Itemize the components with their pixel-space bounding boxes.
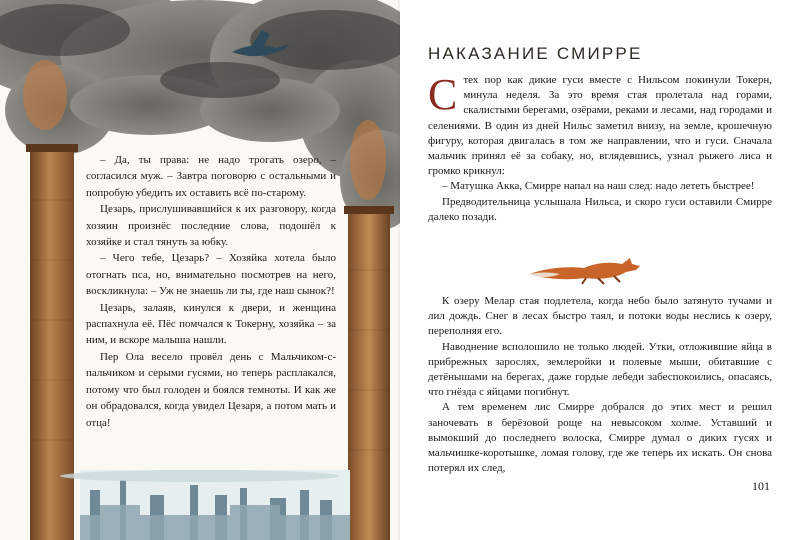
right-paragraph: Предводительница услышала Нильса, и скоро гуси оставили Смирре далеко позади. (428, 195, 772, 223)
left-page-text (86, 152, 336, 431)
left-paragraph: – Чего тебе, Цезарь? – Хозяйка хотела было отогнать пса, но, внимательно посмотрев на него, воскликнула: – Уж не знаешь ли ты, где наш сынок?! (86, 252, 336, 298)
chapter-title: НАКАЗАНИЕ СМИРРЕ (428, 44, 643, 63)
left-chimney (26, 144, 78, 540)
right-paragraph: К озеру Мелар стая подлетела, когда небо было затянуто тучами и лил дождь. Снег в лесах быстро таял, и потоки воды неслись к озеру, переполняя его. (428, 295, 772, 338)
left-paragraph: – Да, ты права: не надо трогать озеро, – согласился муж. – Завтра поговорю с остальными и попробую убедить их оставить всё по-старому. (86, 154, 336, 199)
left-paragraph: Цезарь, залаяв, кинулся к двери, и женщина распахнула её. Пёс помчался к Токерну, хозяйка – за ним, и вскоре малыша нашли. (86, 301, 336, 347)
left-paragraph: Цезарь, прислушивавшийся к их разговору, когда хозяин произнёс последние слова, подошёл к хозяйке и стал тянуть за юбку. (86, 203, 336, 249)
right-paragraph: А тем временем лис Смирре добрался до этих мест и решил заночевать в берёзовой роще на невысоком холме. Уставший и вымокший до последнего волоска, Смирре думал о диких гусях и мальчишке-коротышке, ломая голову, где же теперь их искать. Он снова потерял их след, (428, 401, 772, 475)
bottom-text-block (428, 294, 772, 476)
top-text-block (428, 70, 772, 225)
left-paragraph: Пер Ола весело провёл день с Мальчиком-с-пальчиком и серыми гусями, но теперь расплакался, потому что был голоден и боялся темноты. И как же он обрадовался, когда увидел Цезаря, а потом мать и отца! (86, 350, 336, 429)
page-number: 101 (752, 479, 770, 493)
right-paragraph: – Матушка Акка, Смирре напал на наш след: надо лететь быстрее! (442, 180, 755, 193)
drop-cap-letter: С (428, 70, 458, 119)
running-fox-icon (526, 250, 646, 286)
right-chimney (344, 206, 394, 540)
opening-paragraph-text: тех пор как дикие гуси вместе с Нильсом покинули Токерн, минула неделя. За это время стая пролетала над горами, скалистыми берегами, озёрами, реками и лесами, над городами и селениями. В один из дней Нильс заметил внизу, на земле, крошечную фигуру, которая двигалась в том же направлении, что и гуси. Сначала мальчик принял её за собаку, но, вглядевшись, узнал рыжего лиса и громко крикнул: (428, 74, 772, 178)
distant-factory-skyline (60, 470, 350, 540)
right-page (400, 0, 800, 540)
right-paragraph: Наводнение всполошило не только людей. Утки, отложившие яйца в прибрежных зарослях, землеройки и полевые мыши, обитавшие с детёнышами на берегах, даже гордые лебеди забеспокоились, опасаясь, что гнёзда с яйцами погибнут. (428, 340, 772, 399)
opening-paragraph (428, 70, 772, 179)
